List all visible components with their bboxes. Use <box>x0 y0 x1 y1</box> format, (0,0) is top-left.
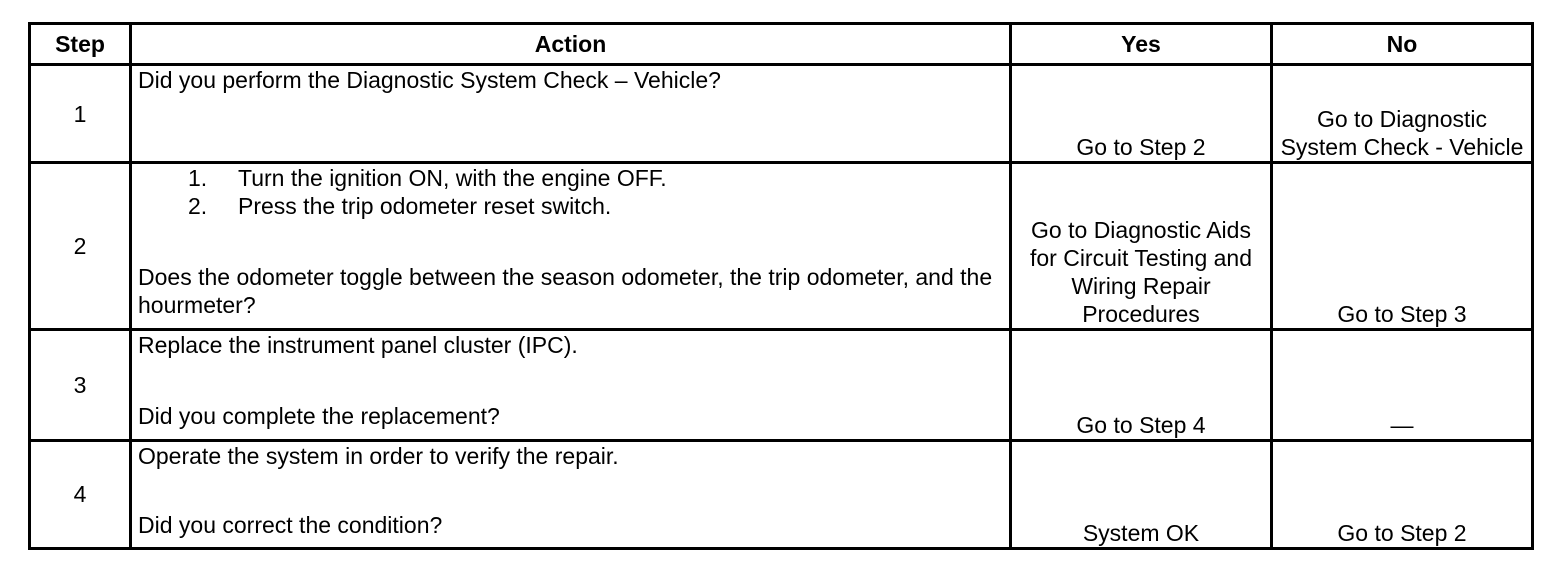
header-action: Action <box>131 24 1011 65</box>
step-number: 1 <box>30 65 131 163</box>
header-yes: Yes <box>1011 24 1272 65</box>
action-question: Did you correct the condition? <box>138 511 443 538</box>
action-cell <box>131 163 1011 330</box>
step-number: 2 <box>30 163 131 330</box>
action-text: Operate the system in order to verify the repair. <box>138 442 619 469</box>
action-text: Replace the instrument panel cluster (IPC). <box>138 332 578 359</box>
action-question: Did you complete the replacement? <box>138 403 500 430</box>
action-text: Did you perform the Diagnostic System Check – Vehicle? <box>138 67 721 93</box>
step-number: 3 <box>30 330 131 440</box>
table-row <box>30 65 1533 163</box>
substep-number: 2. <box>188 193 208 220</box>
step-number: 4 <box>30 440 131 548</box>
header-row <box>30 24 1533 65</box>
yes-cell: Go to Step 2 <box>1011 65 1272 163</box>
no-cell: Go to Diagnostic System Check - Vehicle <box>1272 65 1533 163</box>
yes-cell: Go to Step 4 <box>1011 330 1272 440</box>
list-item <box>138 164 1003 192</box>
action-cell <box>131 330 1011 440</box>
yes-cell: System OK <box>1011 440 1272 548</box>
table-row <box>30 440 1533 548</box>
no-cell: — <box>1272 330 1533 440</box>
yes-cell: Go to Diagnostic Aids for Circuit Testing and Wiring Repair Procedures <box>1011 163 1272 330</box>
substep-text: Turn the ignition ON, with the engine OFF. <box>238 165 667 192</box>
diagnostic-table <box>28 22 1534 550</box>
list-item <box>138 192 1003 220</box>
header-no: No <box>1272 24 1533 65</box>
table-row <box>30 330 1533 440</box>
substep-list <box>138 164 1003 220</box>
action-question: Does the odometer toggle between the season odometer, the trip odometer, and the hourmeter? <box>138 264 993 319</box>
table-row <box>30 163 1533 330</box>
header-step: Step <box>30 24 131 65</box>
no-cell: Go to Step 3 <box>1272 163 1533 330</box>
substep-text: Press the trip odometer reset switch. <box>238 193 612 220</box>
substep-number: 1. <box>188 165 208 192</box>
action-cell <box>131 440 1011 548</box>
action-cell <box>131 65 1011 163</box>
no-cell: Go to Step 2 <box>1272 440 1533 548</box>
